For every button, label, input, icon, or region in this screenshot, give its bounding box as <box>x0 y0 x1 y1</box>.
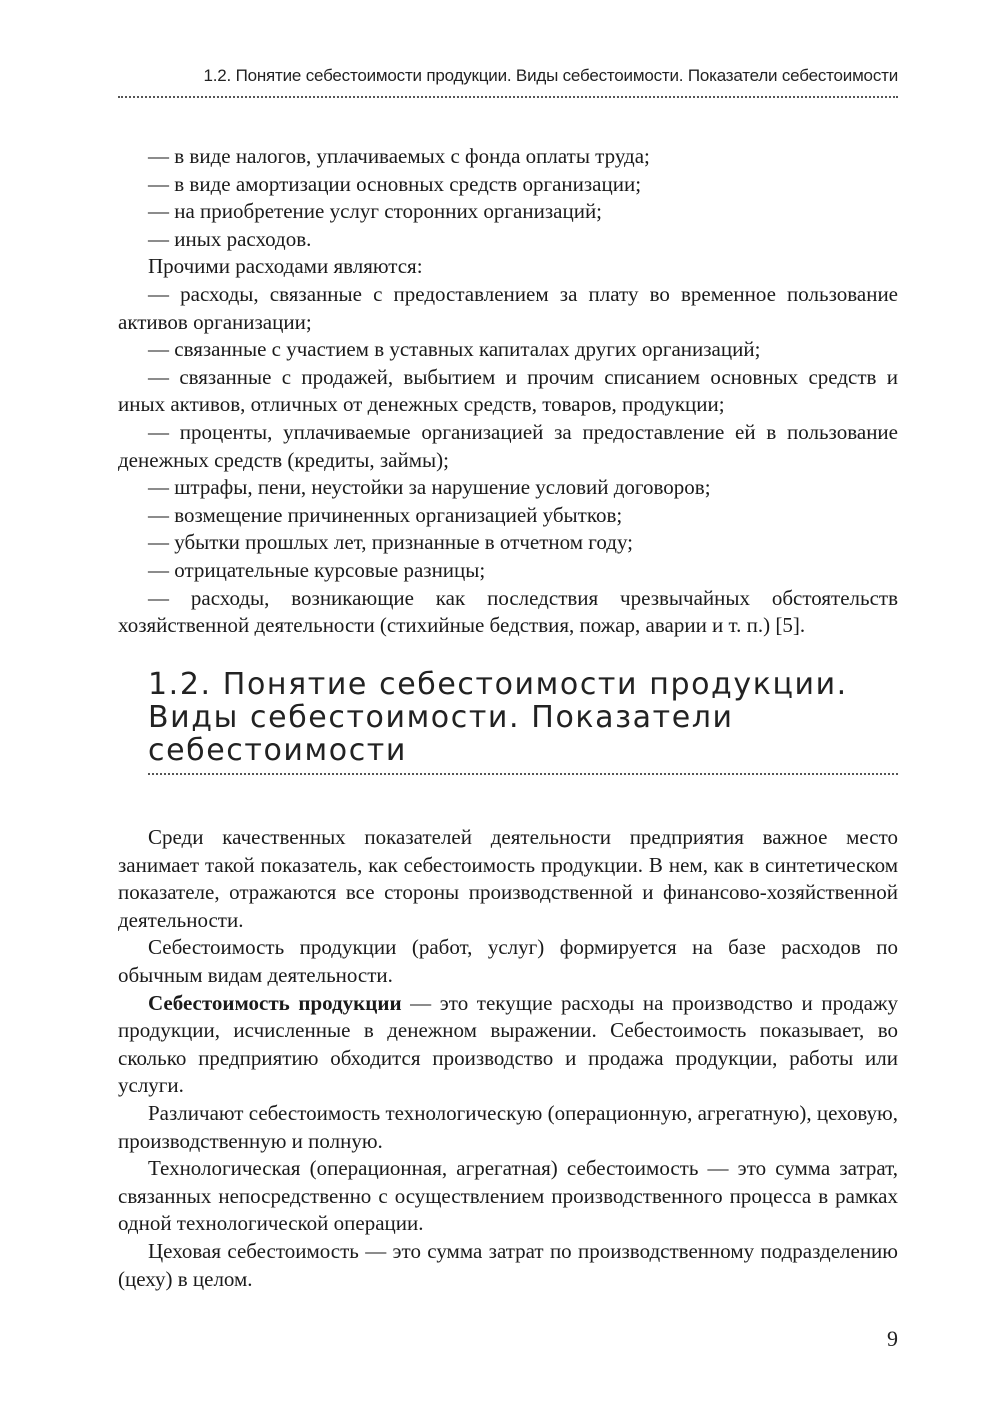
section-heading-line: 1.2. Понятие себестоимости продукции. <box>148 667 848 702</box>
paragraph: — штрафы, пени, неустойки за нарушение условий договоров; <box>148 475 711 500</box>
paragraph: — отрицательные курсовые разницы; <box>148 557 486 582</box>
heading-dotted-rule <box>148 773 898 775</box>
section-heading-line: Виды себестоимости. Показатели <box>148 700 734 735</box>
defined-term: Себестоимость продукции <box>148 990 402 1015</box>
paragraph: — связанные с продажей, выбытием и прочим списанием основных средств и иных активов, отличных от денежных средств, товаров, продукции; <box>118 364 898 417</box>
paragraph: Различают себестоимость технологическую (операционную, агрегатную), цеховую, производственную и полную. <box>118 1100 898 1153</box>
section-heading-line: себестоимости <box>148 733 407 768</box>
running-header: 1.2. Понятие себестоимости продукции. Виды себестоимости. Показатели себестоимости <box>203 66 898 85</box>
header-dotted-rule <box>118 96 898 98</box>
top-text-block <box>118 143 898 640</box>
paragraph: — расходы, возникающие как последствия чрезвычайных обстоятельств хозяйственной деятельности (стихийные бедствия, пожар, аварии и т. п.) [5]. <box>118 585 898 638</box>
definition-text: — это текущие расходы на производство и продажу продукции, исчисленные в денежном выражении. Себестоимость показывает, во сколько предприятию обходится производство и продажа продукции, работы или услуги. <box>118 990 899 1098</box>
paragraph: Технологическая (операционная, агрегатная) себестоимость — это сумма затрат, связанных непосредственно с осуществлением производственного процесса в рамках одной технологической операции. <box>118 1156 898 1236</box>
section-heading <box>148 668 898 767</box>
paragraph: — иных расходов. <box>148 226 312 251</box>
paragraph: — убытки прошлых лет, признанные в отчетном году; <box>148 530 633 555</box>
paragraph: — проценты, уплачиваемые организацией за предоставление ей в пользование денежных средств (кредиты, займы); <box>118 419 898 472</box>
paragraph: Среди качественных показателей деятельности предприятия важное место занимает такой показатель, как себестоимость продукции. В нем, как в синтетическом показателе, отражаются все стороны производственной и финансово-хозяйственной деятельности. <box>118 825 898 932</box>
paragraph: — возмещение причиненных организацией убытков; <box>148 502 623 527</box>
paragraph: — в виде налогов, уплачиваемых с фонда оплаты труда; <box>148 144 650 168</box>
paragraph: — на приобретение услуг сторонних организаций; <box>148 199 603 224</box>
definition-paragraph <box>118 990 898 1100</box>
paragraph: — в виде амортизации основных средств организации; <box>148 171 642 196</box>
body-text-block <box>118 824 898 1293</box>
paragraph: Прочими расходами являются: <box>148 254 423 279</box>
paragraph: — связанные с участием в уставных капиталах других организаций; <box>148 337 761 362</box>
paragraph: — расходы, связанные с предоставлением за плату во временное пользование активов организации; <box>118 281 898 334</box>
paragraph: Себестоимость продукции (работ, услуг) формируется на базе расходов по обычным видам деятельности. <box>118 935 898 987</box>
paragraph: Цеховая себестоимость — это сумма затрат по производственному подразделению (цеху) в целом. <box>118 1238 898 1291</box>
page-number: 9 <box>887 1326 898 1351</box>
